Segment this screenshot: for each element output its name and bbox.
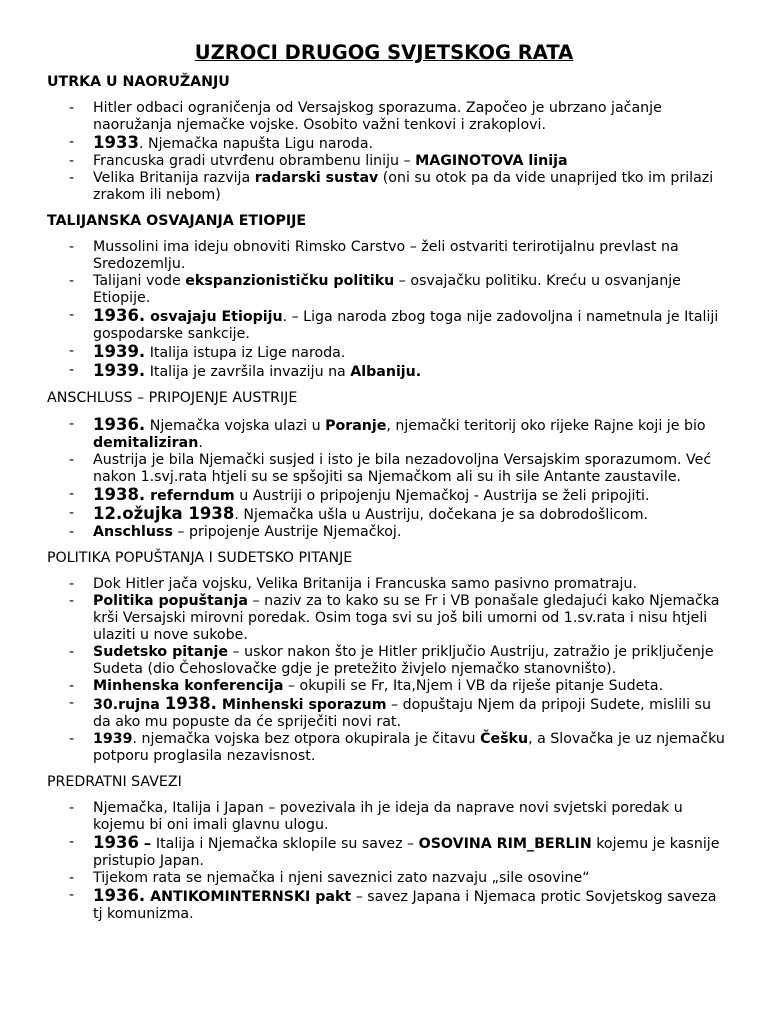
list-item [47, 153, 727, 170]
list-item [47, 273, 727, 307]
item-text: . Njemačka ušla u Austriju, dočekana je sa dobrodošlicom. [234, 507, 649, 523]
item-text: – naziv za to kako su se Fr i VB ponašale gledajući kako Njemačka krši Versajski mirovni poredak. Osim toga svi su još bili umorni od 1.sv.rata i nisu htjeli ulaziti u nove sukobe. [93, 593, 720, 643]
item-emphasis: OSOVINA RIM_BERLIN [418, 836, 592, 852]
item-year: 1936. [93, 886, 146, 905]
list-item [47, 576, 727, 593]
bullet-list [47, 100, 727, 204]
list-item [47, 695, 727, 731]
list-item [47, 100, 727, 134]
list-item [47, 678, 727, 695]
item-year: 1936. [93, 415, 146, 434]
list-item [47, 416, 727, 452]
item-text: . – Liga naroda zbog toga nije zadovoljna i nametnula je Italiji gospodarske sankcije. [93, 309, 719, 342]
item-year: 1936 [93, 833, 139, 852]
item-text: – okupili se Fr, Ita,Njem i VB da riješe pitanje Sudeta. [283, 678, 664, 694]
list-item [47, 800, 727, 834]
item-text: Hitler odbaci ograničenja od Versajskog sporazuma. Započeo je ubrzano jačanje naoružanja njemačke vojske. Osobito važni tenkovi i zrakoplovi. [93, 100, 662, 133]
item-emphasis: – [138, 836, 156, 852]
item-emphasis: Albaniju. [350, 364, 422, 380]
item-year: 1933 [93, 133, 139, 152]
item-text: , njemački teritorij oko rijeke Rajne koji je bio [386, 418, 706, 434]
item-text: – savez Japana i Njemaca protic Sovjetskog saveza tj komunizma. [93, 889, 717, 922]
item-emphasis: Minhenska konferencija [93, 678, 284, 694]
item-emphasis: 1939 [93, 731, 133, 747]
item-emphasis: Sudetsko pitanje [93, 644, 229, 660]
list-item [47, 486, 727, 505]
item-text: – dopuštaju Njem da pripoji Sudete, mislili su da ako mu popuste da će spriječiti novi rat. [93, 697, 711, 730]
item-year: 1939. [93, 342, 146, 361]
item-emphasis: radarski sustav [254, 170, 379, 186]
item-text: Austrija je bila Njemački susjed i isto je bila nezadovoljna Versajskim sporazumom. Već nakon 1.svj.rata htjeli su se spšojiti sa Njemačkom ali su ih sile Antante zaustavile. [93, 452, 712, 485]
list-item [47, 307, 727, 343]
item-text: Dok Hitler jača vojsku, Velika Britanija i Francuska samo pasivno promatraju. [93, 576, 637, 592]
item-text: , a Slovačka je uz njemačku potporu proglasila nezavisnost. [93, 731, 725, 764]
list-item [47, 593, 727, 644]
document-content [47, 74, 727, 932]
list-item [47, 239, 727, 273]
list-item [47, 870, 727, 887]
list-item [47, 644, 727, 678]
list-item [47, 343, 727, 362]
item-text: Italija istupa iz Lige naroda. [145, 345, 346, 361]
item-text: – uskor nakon što je Hitler priključio Austriju, zatražio je priključenje Sudeta (dio Čehoslovačke gdje je pretežito živjelo njemačko stanovništo). [93, 644, 714, 677]
list-item [47, 887, 727, 923]
item-text: . njemačka vojska bez otpora okupirala je čitavu [132, 731, 481, 747]
list-item [47, 731, 727, 765]
item-emphasis: Politika popuštanja [93, 593, 248, 609]
item-emphasis: ANTIKOMINTERNSKI pakt [145, 889, 352, 905]
item-text: Njemačka vojska ulazi u [145, 418, 326, 434]
item-text: Italija je završila invaziju na [145, 364, 351, 380]
item-text: Velika Britanija razvija [93, 170, 255, 186]
item-text: . Njemačka napušta Ligu naroda. [138, 136, 374, 152]
bullet-list [47, 239, 727, 381]
item-emphasis: ekspanzionističku politiku [185, 273, 395, 289]
item-text: Mussolini ima ideju obnoviti Rimsko Carstvo – želi ostvariti terirotijalnu prevlast na Sredozemlju. [93, 239, 679, 272]
item-text: . [198, 435, 203, 451]
item-emphasis: demitaliziran [93, 435, 199, 451]
section-heading: UTRKA U NAORUŽANJU [47, 74, 230, 90]
item-year: 1938. [93, 485, 146, 504]
item-text: Njemačka, Italija i Japan – povezivala ih je ideja da naprave novi svjetski poredak u kojemu bi oni imali glavnu ulogu. [93, 800, 683, 833]
list-item [47, 505, 727, 524]
item-text: Talijani vode [93, 273, 186, 289]
item-text: Italija i Njemačka sklopile su savez – [155, 836, 419, 852]
item-text: kojemu je kasnije pristupio Japan. [93, 836, 720, 869]
item-emphasis: MAGINOTOVA linija [415, 153, 568, 169]
item-emphasis: Anschluss [93, 524, 173, 540]
bullet-list [47, 800, 727, 923]
list-item [47, 834, 727, 870]
item-emphasis: osvajaju Etiopiju [145, 309, 283, 325]
item-emphasis: 30.rujna [93, 697, 165, 713]
section-heading: POLITIKA POPUŠTANJA I SUDETSKO PITANJE [47, 550, 353, 566]
item-text: Francuska gradi utvrđenu obrambenu liniju – [93, 153, 416, 169]
item-emphasis: Minhenski sporazum [216, 697, 387, 713]
item-text: u Austriji o pripojenju Njemačkoj - Austrija se želi pripojiti. [234, 488, 650, 504]
item-emphasis: Češku [480, 731, 529, 747]
item-year: 1939. [93, 361, 146, 380]
item-year: 1938. [164, 694, 217, 713]
item-text: – osvajačku politiku. Kreću u osvanjanje Etiopije. [93, 273, 681, 306]
item-text: Tijekom rata se njemačka i njeni saveznici zato nazvaju „sile osovine“ [93, 870, 590, 886]
list-item [47, 362, 727, 381]
list-item [47, 524, 727, 541]
list-item [47, 170, 727, 204]
section-heading: ANSCHLUSS – PRIPOJENJE AUSTRIJE [47, 390, 298, 406]
item-text: (oni su otok pa da vide unaprijed tko im prilazi zrakom ili nebom) [93, 170, 714, 203]
item-emphasis: referndum [145, 488, 235, 504]
item-text: – pripojenje Austrije Njemačkoj. [172, 524, 402, 540]
bullet-list [47, 416, 727, 541]
item-emphasis: Poranje [325, 418, 387, 434]
item-year: 12.ožujka 1938 [93, 504, 235, 523]
document-title: UZROCI DRUGOG SVJETSKOG RATA [194, 41, 574, 64]
section-heading: TALIJANSKA OSVAJANJA ETIOPIJE [47, 213, 307, 229]
item-year: 1936. [93, 306, 146, 325]
section-heading: PREDRATNI SAVEZI [47, 774, 182, 790]
list-item [47, 134, 727, 153]
list-item [47, 452, 727, 486]
bullet-list [47, 576, 727, 765]
